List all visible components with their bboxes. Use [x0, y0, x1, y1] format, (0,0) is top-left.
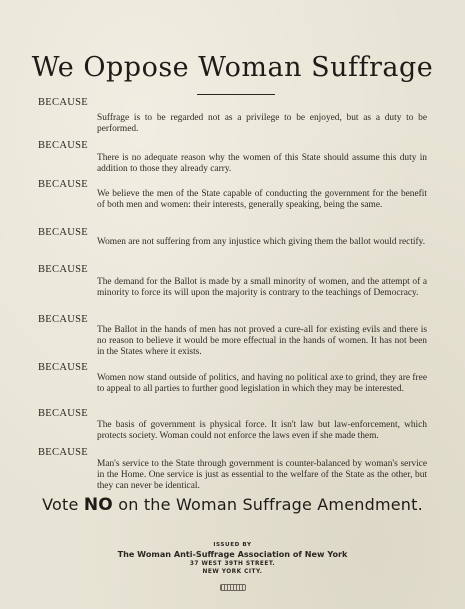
reason-text: Man's service to the State through government is counter-balanced by woman's service in the Home. One service is just as essential to the welfare of the State as the other, but they can never be identical. [97, 459, 427, 491]
page-title: We Oppose Woman Suffrage [31, 52, 434, 83]
because-label: BECAUSE [38, 264, 88, 275]
because-label: BECAUSE [38, 140, 88, 151]
reason-text: We believe the men of the State capable of conducting the government for the benefit of both men and women: their interests, generally speaking, being the same. [97, 189, 427, 210]
title-underline-divider [197, 94, 275, 95]
reason-text: Suffrage is to be regarded not as a privilege to be enjoyed, but as a duty to be performed. [97, 113, 427, 134]
reason-text: The basis of government is physical force. It isn't law but law-enforcement, which protects society. Woman could not enforce the laws even if she made them. [97, 420, 427, 441]
publisher-footer [0, 541, 465, 595]
vote-prefix: Vote [42, 495, 79, 514]
reason-text: The Ballot in the hands of men has not proved a cure-all for existing evils and there is no reason to believe it would be more effectual in the hands of women. It has not been in the States where it exists. [97, 325, 427, 357]
because-label: BECAUSE [38, 227, 88, 238]
vote-no-emphasis: NO [83, 495, 113, 515]
vote-suffix: on the Woman Suffrage Amendment. [118, 495, 423, 514]
association-name: The Woman Anti-Suffrage Association of New York [117, 549, 348, 559]
because-label: BECAUSE [38, 97, 88, 108]
reason-text: Women now stand outside of politics, and having no political axe to grind, they are free to appeal to all parties to further good legislation in which they may be interested. [97, 373, 427, 394]
issued-by-label: ISSUED BY [213, 542, 252, 548]
street-address: 37 WEST 39TH STREET. [189, 561, 276, 567]
because-label: BECAUSE [38, 408, 88, 419]
vote-no-slogan [0, 495, 465, 515]
because-label: BECAUSE [38, 179, 88, 190]
reason-text: The demand for the Ballot is made by a small minority of women, and the attempt of a minority to force its will upon the majority is contrary to the teachings of Democracy. [97, 277, 427, 298]
union-label-mark-icon [220, 584, 246, 591]
because-label: BECAUSE [38, 362, 88, 373]
city-address: NEW YORK CITY. [202, 569, 263, 575]
reason-text: Women are not suffering from any injustice which giving them the ballot would rectify. [97, 237, 426, 247]
reason-text: There is no adequate reason why the women of this State should assume this duty in addition to those they already carry. [97, 153, 427, 174]
because-label: BECAUSE [38, 447, 88, 458]
because-label: BECAUSE [38, 314, 88, 325]
